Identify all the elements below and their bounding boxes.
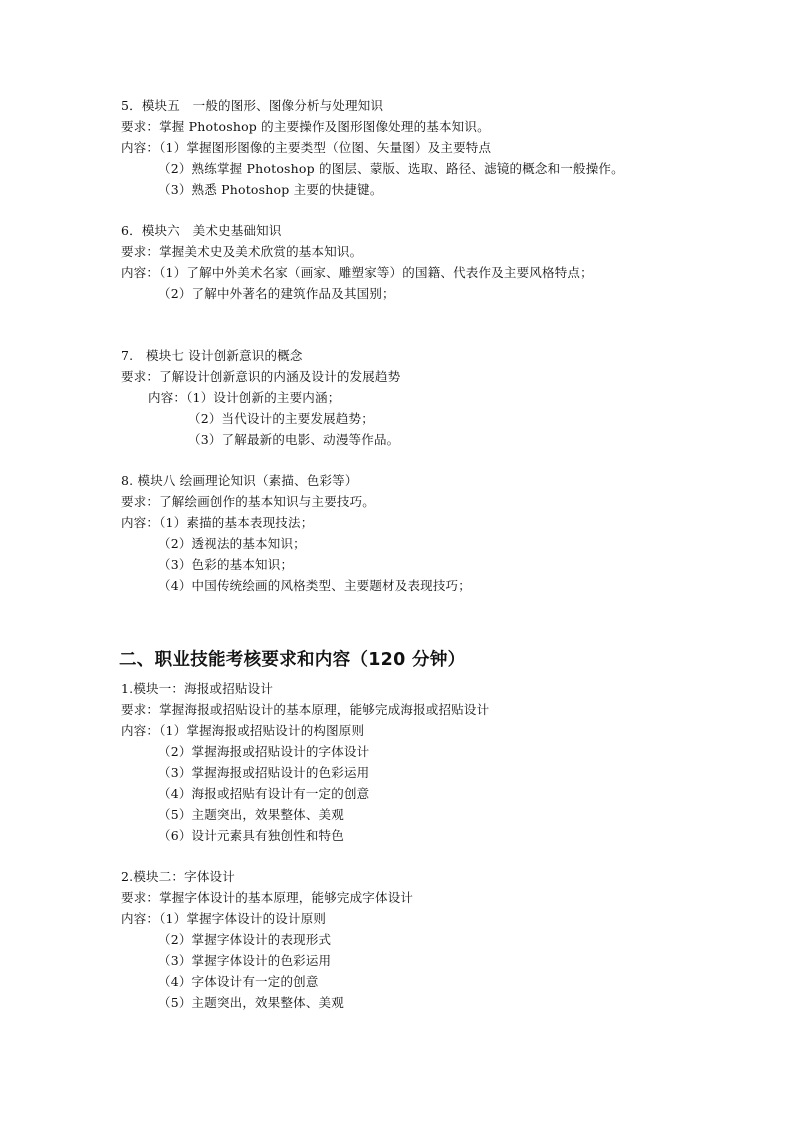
part-2-heading: 二、职业技能考核要求和内容（120 分钟） (119, 650, 466, 670)
section-7-title: 7. 模块七 设计创新意识的概念 (121, 348, 303, 363)
module-2-content-1: 内容：（1）掌握字体设计的设计原则 (121, 911, 327, 926)
module-1-title: 1.模块一：海报或招贴设计 (121, 681, 274, 696)
module-1-content-2: （2）掌握海报或招贴设计的字体设计 (158, 744, 370, 759)
module-1-content-5: （5）主题突出，效果整体、美观 (158, 807, 344, 822)
section-6-requirement: 要求：掌握美术史及美术欣赏的基本知识。 (121, 244, 363, 259)
module-2-content-5: （5）主题突出，效果整体、美观 (158, 995, 344, 1010)
section-5-content-1: 内容：（1）掌握图形图像的主要类型（位图、矢量图）及主要特点 (121, 140, 492, 155)
module-1-content-1: 内容：（1）掌握海报或招贴设计的构图原则 (121, 723, 365, 738)
section-5-content-3: （3）熟悉 Photoshop 主要的快捷键。 (158, 182, 383, 197)
section-8-content-4: （4）中国传统绘画的风格类型、主要题材及表现技巧； (158, 578, 471, 593)
section-8-content-2: （2）透视法的基本知识； (158, 536, 306, 551)
section-5-content-2: （2）熟练掌握 Photoshop 的图层、蒙版、选取、路径、滤镜的概念和一般操作。 (158, 161, 624, 176)
module-1-content-3: （3）掌握海报或招贴设计的色彩运用 (158, 765, 370, 780)
section-6-title: 6．模块六 美术史基础知识 (121, 223, 282, 238)
module-2-requirement: 要求：掌握字体设计的基本原理，能够完成字体设计 (121, 890, 414, 905)
module-2-content-2: （2）掌握字体设计的表现形式 (158, 932, 332, 947)
section-8-requirement: 要求：了解绘画创作的基本知识与主要技巧。 (121, 494, 376, 509)
section-7-requirement: 要求：了解设计创新意识的内涵及设计的发展趋势 (121, 369, 401, 384)
section-6-content-1: 内容：（1）了解中外美术名家（画家、雕塑家等）的国籍、代表作及主要风格特点； (121, 265, 593, 280)
module-1-content-4: （4）海报或招贴有设计有一定的创意 (158, 786, 370, 801)
module-1-content-6: （6）设计元素具有独创性和特色 (158, 828, 344, 843)
section-8-content-3: （3）色彩的基本知识； (158, 557, 294, 572)
section-7-content-1: 内容：（1）设计创新的主要内涵； (148, 390, 341, 405)
section-7-content-3: （3）了解最新的电影、动漫等作品。 (188, 432, 400, 447)
section-5-title: 5．模块五 一般的图形、图像分析与处理知识 (121, 98, 384, 113)
section-5-requirement: 要求：掌握 Photoshop 的主要操作及图形图像处理的基本知识。 (121, 119, 490, 134)
module-2-title: 2.模块二：字体设计 (121, 869, 235, 884)
module-2-content-4: （4）字体设计有一定的创意 (158, 974, 319, 989)
module-1-requirement: 要求：掌握海报或招贴设计的基本原理，能够完成海报或招贴设计 (121, 702, 490, 717)
section-6-content-2: （2）了解中外著名的建筑作品及其国别； (158, 286, 395, 301)
section-7-content-2: （2）当代设计的主要发展趋势； (188, 411, 374, 426)
module-2-content-3: （3）掌握字体设计的色彩运用 (158, 953, 332, 968)
section-8-title: 8. 模块八 绘画理论知识（素描、色彩等） (121, 473, 358, 488)
section-8-content-1: 内容：（1）素描的基本表现技法； (121, 515, 314, 530)
